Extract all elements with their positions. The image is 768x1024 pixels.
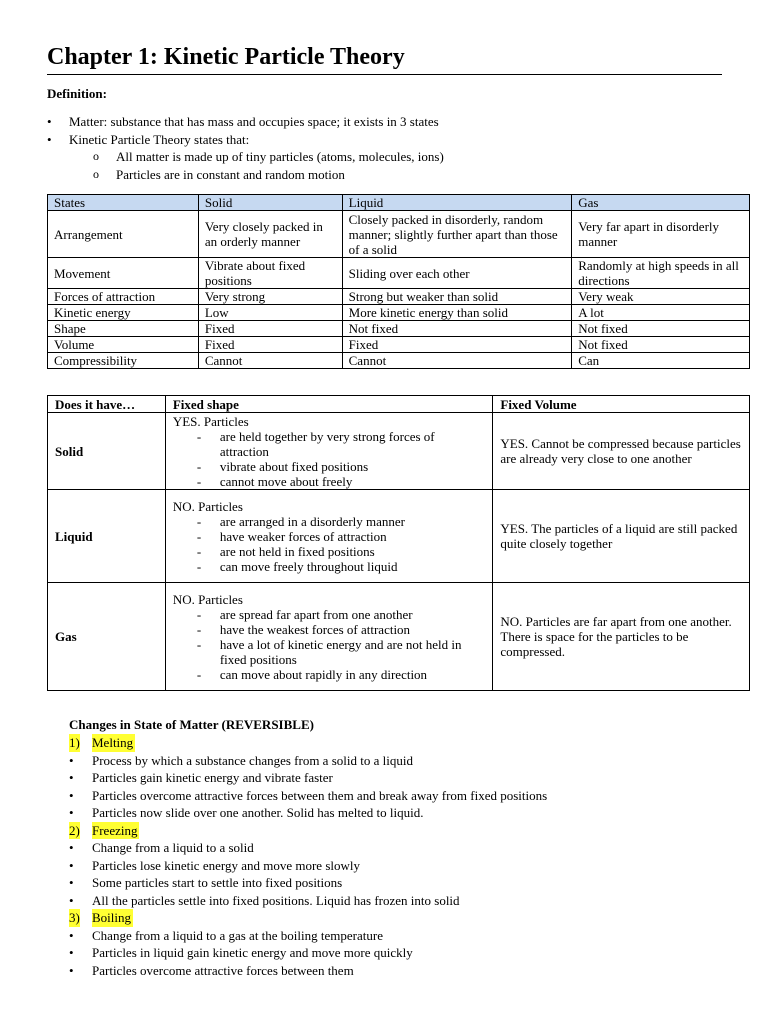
column-header: Liquid xyxy=(342,195,572,211)
table-cell: Sliding over each other xyxy=(342,258,572,289)
table-row xyxy=(48,337,750,353)
column-header: Fixed Volume xyxy=(493,396,750,413)
table-row xyxy=(48,321,750,337)
table-cell: Low xyxy=(198,305,342,321)
definition-label: Definition: xyxy=(47,86,107,101)
table-cell: Vibrate about fixed positions xyxy=(198,258,342,289)
table-cell: YES. Cannot be compressed because particles are already very close to one another xyxy=(493,413,750,490)
list-item xyxy=(69,944,413,962)
table-cell: Not fixed xyxy=(342,321,572,337)
list-item xyxy=(69,962,354,980)
dash-item: - have weaker forces of attraction xyxy=(173,529,486,544)
table-row xyxy=(48,353,750,369)
page-title: Chapter 1: Kinetic Particle Theory xyxy=(47,42,722,75)
cell-lead: NO. Particles xyxy=(172,591,243,607)
bullet-text: Some particles start to settle into fixed positions xyxy=(92,875,343,890)
table-cell xyxy=(165,583,493,691)
list-item xyxy=(69,804,424,822)
table-row xyxy=(48,490,750,583)
table-cell: Very closely packed in an orderly manner xyxy=(198,211,342,258)
bullet-text: Process by which a substance changes from a solid to a liquid xyxy=(92,752,413,768)
states-table xyxy=(47,194,750,369)
numbered-heading xyxy=(69,822,314,840)
table-cell: Volume xyxy=(48,337,199,353)
dash-item: - cannot move about freely xyxy=(173,474,486,489)
numbered-heading xyxy=(69,734,314,752)
column-header: Fixed shape xyxy=(165,396,493,413)
list-item xyxy=(69,892,460,910)
dash-item: - vibrate about fixed positions xyxy=(173,459,486,474)
table-cell: Randomly at high speeds in all directions xyxy=(572,258,750,289)
table-cell: Closely packed in disorderly, random manner; slightly further apart than those of a solid xyxy=(342,211,572,258)
heading-text: Freezing xyxy=(92,822,138,838)
table-header-row xyxy=(48,195,750,211)
section-heading: Changes in State of Matter (REVERSIBLE) xyxy=(69,717,314,732)
list-item xyxy=(69,769,333,787)
sub-bullet-text: All matter is made up of tiny particles (atoms, molecules, ions) xyxy=(116,149,444,164)
dash-item: - are spread far apart from one another xyxy=(173,607,486,622)
table-cell: Forces of attraction xyxy=(48,289,199,305)
bullet-icon: • xyxy=(47,114,52,129)
heading-number: 2) xyxy=(69,822,80,838)
table-cell: YES. The particles of a liquid are still packed quite closely together xyxy=(493,490,750,583)
table-row xyxy=(48,413,750,490)
table-cell: Kinetic energy xyxy=(48,305,199,321)
numbered-heading xyxy=(69,909,314,927)
table-cell: Cannot xyxy=(342,353,572,369)
table-cell: Very far apart in disorderly manner xyxy=(572,211,750,258)
dash-item: - have the weakest forces of attraction xyxy=(173,622,486,637)
table-cell: Compressibility xyxy=(48,353,199,369)
bullet-icon: • xyxy=(69,962,74,978)
row-label: Gas xyxy=(48,583,166,691)
bullet-text: Matter: substance that has mass and occupies space; it exists in 3 states xyxy=(69,114,439,129)
list-item xyxy=(69,874,343,892)
dash-item: - are not held in fixed positions xyxy=(173,544,486,559)
heading-text: Boiling xyxy=(92,910,132,925)
list-item xyxy=(69,752,413,770)
table-row xyxy=(48,211,750,258)
sub-bullet-text: Particles are in constant and random motion xyxy=(116,166,345,182)
bullet-icon: • xyxy=(69,892,74,908)
table-row xyxy=(48,258,750,289)
bullet-text: Particles now slide over one another. Solid has melted to liquid. xyxy=(92,805,424,820)
bullet-icon: • xyxy=(69,840,74,855)
bullet-text: Change from a liquid to a solid xyxy=(92,840,254,855)
bullet-icon: • xyxy=(69,805,74,820)
table-cell: Cannot xyxy=(198,353,342,369)
dash-item: - can move about rapidly in any direction xyxy=(173,667,486,682)
list-item xyxy=(69,839,314,857)
table-cell: Very strong xyxy=(198,289,342,305)
bullet-icon: • xyxy=(69,787,74,803)
list-item xyxy=(69,787,548,805)
sub-bullet-icon: o xyxy=(93,149,99,163)
table-cell: Fixed xyxy=(342,337,572,353)
column-header: Does it have… xyxy=(48,396,166,413)
table-cell: Arrangement xyxy=(48,211,199,258)
list-item xyxy=(69,857,360,875)
table-cell: Movement xyxy=(48,258,199,289)
bullet-text: Particles overcome attractive forces between them and break away from fixed positions xyxy=(92,787,548,803)
table-row xyxy=(48,305,750,321)
table-cell: Fixed xyxy=(198,337,342,353)
fixed-shape-volume-table xyxy=(47,395,750,691)
heading-text: Melting xyxy=(92,735,134,750)
bullet-text: Change from a liquid to a gas at the boiling temperature xyxy=(92,927,383,943)
table-cell: Strong but weaker than solid xyxy=(342,289,572,305)
bullet-text: Particles lose kinetic energy and move more slowly xyxy=(92,857,360,873)
row-label: Liquid xyxy=(48,490,166,583)
dash-item: - are arranged in a disorderly manner xyxy=(173,514,486,529)
bullet-icon: • xyxy=(69,945,74,960)
list-item xyxy=(69,927,383,945)
bullet-text: All the particles settle into fixed positions. Liquid has frozen into solid xyxy=(92,892,460,908)
bullet-icon: • xyxy=(69,770,74,785)
cell-lead: YES. Particles xyxy=(172,413,249,429)
table-cell: Very weak xyxy=(572,289,750,305)
table-cell: Not fixed xyxy=(572,337,750,353)
table-cell: More kinetic energy than solid xyxy=(342,305,572,321)
table-cell: A lot xyxy=(572,305,750,321)
table-cell xyxy=(165,490,493,583)
heading-number: 1) xyxy=(69,735,80,750)
bullet-text: Particles gain kinetic energy and vibrate faster xyxy=(92,770,333,785)
cell-lead: NO. Particles xyxy=(172,498,243,514)
bullet-icon: • xyxy=(69,752,74,768)
bullet-icon: • xyxy=(47,131,52,147)
bullet-text: Particles in liquid gain kinetic energy and move more quickly xyxy=(92,945,413,960)
bullet-icon: • xyxy=(69,927,74,943)
table-cell: Fixed xyxy=(198,321,342,337)
sub-bullet-icon: o xyxy=(93,166,99,181)
heading-number: 3) xyxy=(69,910,80,925)
bullet-icon: • xyxy=(69,857,74,873)
table-cell: NO. Particles are far apart from one another. There is space for the particles to be compressed. xyxy=(493,583,750,691)
dash-item: - can move freely throughout liquid xyxy=(173,559,486,574)
table-header-row xyxy=(48,396,750,413)
column-header: Gas xyxy=(572,195,750,211)
table-cell: Not fixed xyxy=(572,321,750,337)
table-cell: Can xyxy=(572,353,750,369)
table-row xyxy=(48,289,750,305)
bullet-text: Kinetic Particle Theory states that: xyxy=(69,131,250,147)
table-cell: Shape xyxy=(48,321,199,337)
row-label: Solid xyxy=(48,413,166,490)
dash-item: - are held together by very strong forces of attraction xyxy=(173,429,486,459)
column-header: Solid xyxy=(198,195,342,211)
changes-section xyxy=(69,716,548,979)
column-header: States xyxy=(48,195,199,211)
table-cell xyxy=(165,413,493,490)
bullet-icon: • xyxy=(69,875,74,890)
dash-item: - have a lot of kinetic energy and are not held in fixed positions xyxy=(173,637,486,667)
bullet-text: Particles overcome attractive forces between them xyxy=(92,962,354,978)
table-row xyxy=(48,583,750,691)
